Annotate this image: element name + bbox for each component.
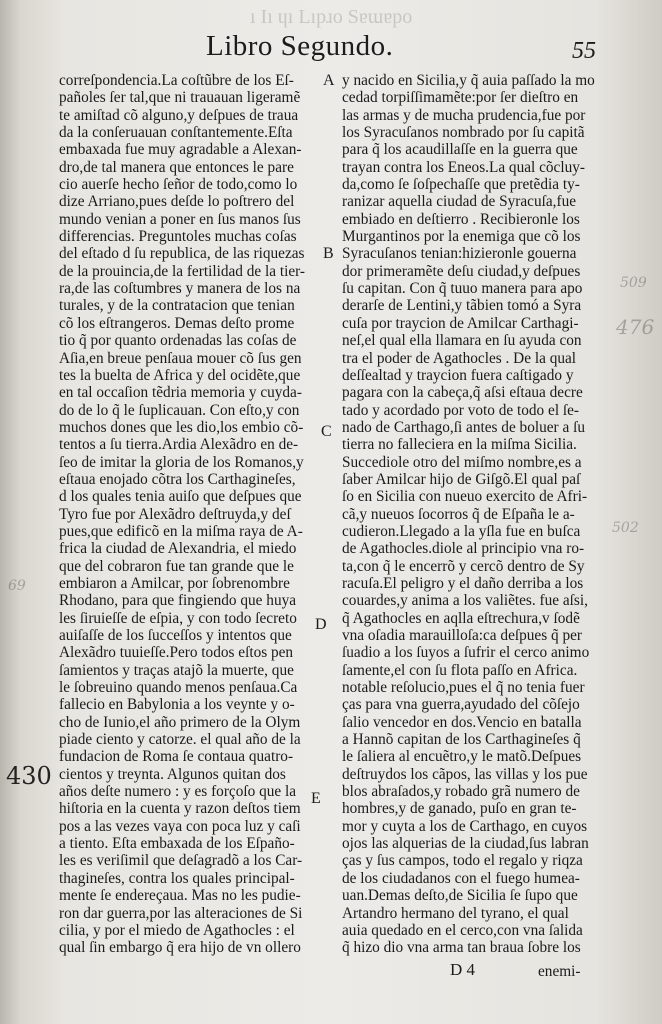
text-line: cõ los eſtrangeros. Demas deſto prome — [59, 314, 295, 332]
text-line: mor y cuyta a los de Carthago, en cuyos — [342, 817, 588, 835]
text-line: eſtaua enojado cõtra los Carthagineſes, — [59, 470, 296, 488]
text-line: da,como ſe ſoſpechaſſe que pretẽdia ty- — [342, 176, 580, 194]
text-line: dize Arriano,pues deſde lo poſtrero del — [59, 193, 295, 211]
text-line: ra,de las coſtumbres y manera de los na — [59, 280, 301, 298]
text-line: cã,y nueuos ſocorros q̃ de Eſpaña le a- — [342, 505, 575, 523]
text-line: correſpondencia.La coſtũbre de los Eſ- — [59, 72, 294, 89]
text-line: los Syracuſanos nombrado por ſu capitã — [342, 124, 585, 142]
text-line: a Hannõ capitan de los Carthagineſes q̃ — [342, 731, 581, 749]
running-head-title: Libro Segundo. — [206, 30, 394, 62]
text-line: do de lo q̃ le ſuplicauan. Con eſto,y con — [59, 401, 300, 419]
text-line: mundo venian a poner en ſus manos ſus — [59, 210, 301, 228]
text-line: de Agathocles.diole al principio vna ro- — [342, 540, 585, 558]
text-line: tra el poder de Agathocles . De la qual — [342, 349, 577, 367]
text-line: Rhodano, para que fingiendo que huya — [59, 592, 297, 610]
text-line: turales, y de la contratacion que tenian — [59, 297, 295, 315]
text-line: ta,con q̃ le encerrõ y cercõ dentro de Sy — [342, 557, 585, 575]
text-line: deſtruydos los cãpos, las villas y los pue — [342, 765, 588, 783]
text-line: ſu capitan. Con q̃ tuuo manera para apo — [342, 280, 583, 298]
text-line: ſeo de imitar la gloria de los Romanos,y — [59, 453, 304, 471]
text-line: racuſa.El peligro y el daño derriba a los — [342, 574, 584, 592]
text-line: trayan contra los Eneos.La qual cõcluy- — [342, 158, 585, 176]
faint-margin-mark: 509 — [620, 275, 647, 291]
right-text-column — [342, 72, 599, 957]
text-line: pagara con la cabeça,q̃ aſsi eſtaua decre — [342, 384, 583, 402]
bleed-through-text: ı Iı ɥı Lıpɹo Sɐɯɐpo — [250, 6, 413, 28]
text-line: del eſtado d ſu republica, de las riquezas — [59, 245, 305, 263]
text-line: ſuadio a los ſuyos a ſufrir el cerco animo — [342, 644, 590, 662]
text-line: dor primeramẽte deſu ciudad,y deſpues — [342, 262, 581, 280]
text-line: tentos a ſu tierra.Ardia Alexãdro en de- — [59, 436, 299, 454]
text-line: qual ſin embargo q̃ era hijo de vn ollero — [59, 939, 301, 957]
text-line: embiado en deſtierro . Recibieronle los — [342, 210, 580, 228]
text-line: cilia, y por el miedo de Agathocles : el — [59, 921, 295, 939]
text-line: tierra no falleciera en la miſma Sicilia. — [342, 436, 577, 454]
text-line: le ſobreuino quando menos penſaua.Ca — [59, 679, 298, 697]
text-line: cudieron.Llegado a la yſla fue en buſca — [342, 522, 581, 540]
text-line: ſo en Sicilia con nueuo exercito de Afri- — [342, 488, 588, 506]
text-line: piade ciento y catorze. el qual año de la — [59, 731, 301, 749]
text-line: te amiſtad cõ alguno,y deſpues de traua — [59, 106, 299, 124]
text-line: nado de Carthago,ſi antes de boluer a ſu — [342, 418, 585, 436]
text-line: cuſa por traycion de Amilcar Carthagi- — [342, 314, 579, 332]
text-line: notable reſolucio,pues el q̃ no tenia fuer — [342, 679, 585, 697]
text-line: fundacion de Roma ſe contaua quatro- — [59, 748, 294, 766]
text-line: hombres,y de ganado, puſo en gran te- — [342, 800, 577, 818]
text-line: ças y ſus campos, todo el regalo y riqza — [342, 852, 583, 870]
text-line: ſalio vencedor en dos.Vencio en batalla — [342, 713, 582, 731]
text-line: Alexãdro tuuieſſe.Pero todos eſtos pen — [59, 644, 294, 662]
text-line: tio q̃ por quanto ordenadas las coſas de — [59, 332, 297, 350]
text-line: Artandro hermano del tyrano, el qual — [342, 904, 569, 922]
text-line: y nacido en Sicilia,y q̃ auia paſſado la mo — [342, 72, 595, 89]
text-line: embaxada fue muy agradable a Alexan- — [59, 141, 302, 159]
text-line: pos a las vezes vaya con poca luz y caſi — [59, 817, 301, 835]
faint-margin-mark: 476 — [616, 315, 655, 339]
text-line: q̃ Agathocles en aqlla eſtrechura,v ſodẽ — [342, 609, 580, 627]
text-line: ſamente,el con ſu flota paſſo en Africa. — [342, 661, 578, 679]
text-line: Succediole otro del miſmo nombre,es a — [342, 453, 582, 471]
text-line: ron dar guerra,por las alteraciones de Si — [59, 904, 303, 922]
text-line: blos abraſados,y robado grã numero de — [342, 783, 580, 801]
text-line: que del cobraron fue tan grande que le — [59, 557, 294, 575]
text-line: años deſte numero : y es forçoſo que la — [59, 783, 297, 801]
text-line: cho de Iunio,el año primero de la Olym — [59, 713, 301, 731]
section-marker-d: D — [315, 616, 327, 633]
text-line: vna oſadia marauilloſa:ca deſpues q̃ per — [342, 627, 582, 644]
section-marker-b: B — [323, 245, 334, 262]
text-line: mente ſe endereçaua. Mas no les pudie- — [59, 887, 301, 905]
text-line: ças para vna guerra,ayudado del cõſejo — [342, 696, 580, 714]
text-line: las armas y de mucha prudencia,fue por — [342, 106, 586, 124]
text-line: ranizar aquella ciudad de Syracuſa,fue — [342, 193, 577, 211]
text-line: embiaron a Amilcar, por ſobrenombre — [59, 574, 290, 592]
text-line: deſſealtad y traycion fuera caſtigado y — [342, 366, 574, 384]
text-line: couardes,y anima a los valiẽtes. fue aſsi, — [342, 592, 588, 610]
text-line: d los quales tenia auiſo que deſpues que — [59, 488, 302, 506]
text-line: ſaber Amilcar hijo de Giſgõ.El qual paſ — [342, 470, 581, 488]
text-line: auia quedado en el cerco,con vna ſalida — [342, 921, 583, 939]
text-line: en tal occaſion tẽdria memoria y cuyda- — [59, 384, 302, 402]
text-line: frica la ciudad de Alexandria, el miedo — [59, 540, 297, 558]
text-line: neſ,el qual ella llamara en ſu ayuda con — [342, 332, 582, 350]
text-line: ojos las alquerias de la ciudad,ſus labran — [342, 835, 589, 853]
text-line: Aſia,en breue penſaua mouer cõ ſus gen — [59, 349, 302, 367]
margin-note-year: 430 — [6, 762, 52, 790]
text-line: uan.Demas deſto,de Sicilia ſe ſupo que — [342, 887, 578, 905]
text-line: dro,de tal manera que entonces le pare — [59, 158, 294, 176]
catchword: enemi- — [538, 963, 581, 980]
section-marker-a: A — [323, 72, 335, 89]
text-line: Syracuſanos tenian:hizieronle gouerna — [342, 245, 577, 263]
text-line: Tyro fue por Alexãdro deſtruyda,y deſ — [59, 505, 291, 523]
text-line: derarſe de Lentini,y tãbien tomó a Syra — [342, 297, 582, 315]
text-line: tes la buelta de Africa y del ocidẽte,que — [59, 366, 301, 384]
text-line: a tiento. Eſta embaxada de los Eſpaño- — [59, 835, 295, 853]
text-line: hiſtoria en la cuenta y razon deſtos tiem — [59, 800, 301, 818]
text-line: tado y acordado por voto de todo el ſe- — [342, 401, 580, 419]
text-line: fallecio en Babylonia a los veynte y o- — [59, 696, 295, 714]
section-marker-e: E — [311, 790, 321, 807]
faint-margin-mark: 502 — [612, 520, 639, 536]
text-line: pues,que edificõ en la miſma raya de A- — [59, 522, 303, 540]
left-text-column — [59, 72, 314, 957]
signature-mark: D 4 — [450, 960, 476, 979]
text-line: les es veriſimil que deſagradõ a los Car- — [59, 852, 303, 870]
text-line: les ſiruieſſe de eſpia, y con todo ſecreto — [59, 609, 297, 627]
text-line: para q̃ los acaudillaſſe en la guerra que — [342, 141, 578, 159]
text-line: differencias. Preguntoles muchas coſas — [59, 228, 297, 246]
text-line: muchos dones que les dio,los embio cõ- — [59, 418, 304, 436]
text-line: le ſaliera al encuẽtro,y le matõ.Deſpues — [342, 748, 582, 766]
text-line: q̃ hizo dio vna arma tan braua ſobre los — [342, 939, 581, 957]
text-line: pañoles ſer tal,que ni trauauan ligeramẽ — [59, 89, 301, 107]
text-line: auiſaſſe de los ſucceſſos y intentos que — [59, 627, 292, 644]
page-number: 55 — [572, 38, 596, 64]
text-line: ſamientos y traças atajõ la muerte, que — [59, 661, 294, 679]
section-marker-c: C — [321, 423, 332, 440]
text-line: da la conſeruauan conſtantemente.Eſta — [59, 124, 293, 142]
text-line: de la prouincia,de la fertilidad de la tier- — [59, 262, 306, 280]
text-line: Murgantinos por la enemiga que cõ los — [342, 228, 581, 246]
text-line: cedad torpiſſimamẽte:por ſer dieſtro en — [342, 89, 579, 107]
text-line: de los ciudadanos con el fuego humea- — [342, 869, 580, 887]
text-line: thagineſes, contra los quales principal- — [59, 869, 295, 887]
text-line: cientos y treynta. Algunos quitan dos — [59, 765, 286, 783]
text-line: cio auerſe hecho ſeñor de todo,como lo — [59, 176, 298, 194]
faint-margin-mark: 69 — [8, 578, 26, 594]
